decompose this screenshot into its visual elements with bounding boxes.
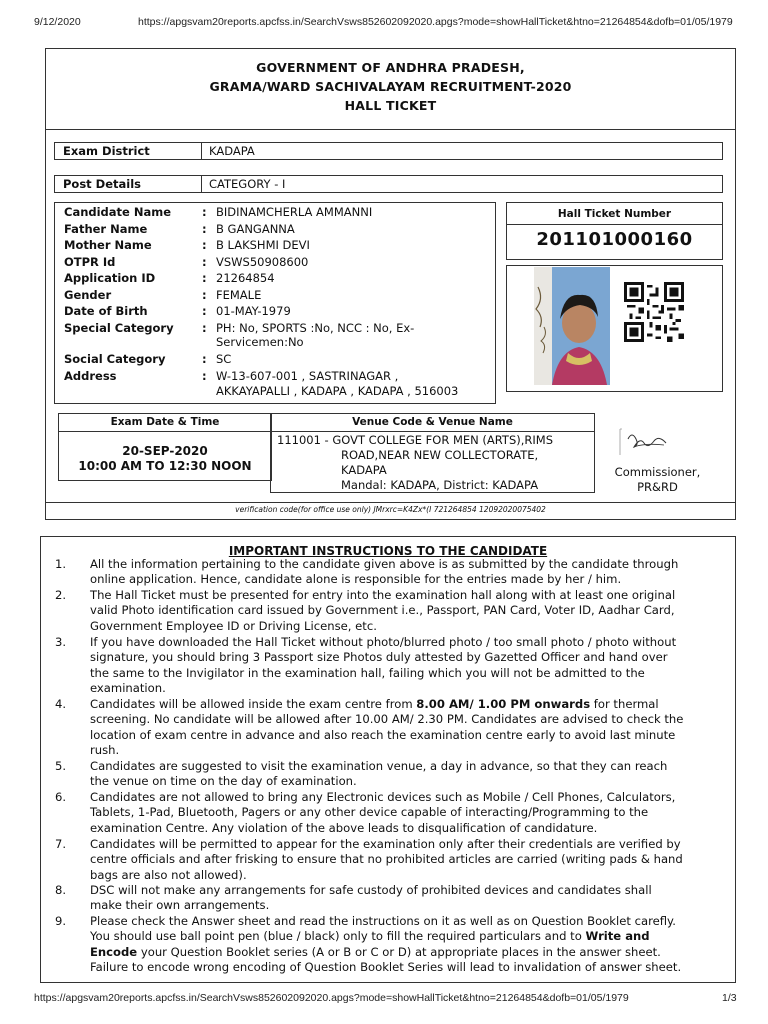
candidate-photo (534, 267, 610, 385)
footer-url: https://apgsvam20reports.apcfss.in/SearchVsws852602092020.apgs?mode=showHallTicket&htno=21264854&dofb=01/05/1979 (34, 992, 629, 1004)
address-line1: W-13-607-001 , SASTRINAGAR , (216, 369, 399, 383)
venue-line1: 111001 - GOVT COLLEGE FOR MEN (ARTS),RIMS (277, 433, 553, 447)
mother-name: B LAKSHMI DEVI (216, 238, 310, 252)
commissioner-signature (618, 425, 678, 465)
post-details-label: Post Details (63, 177, 142, 191)
signature-scribble (618, 425, 678, 465)
page-number: 1/3 (722, 992, 737, 1004)
candidate-details-box: Candidate Name : BIDINAMCHERLA AMMANNI Father Name : B GANGANNA Mother Name : B LAKSHMI DEVI OTPR Id : VSWS50908600 Application ID : 21264854 Gender : FEMALE Date of Birth : 01-MAY-1979 Special Category : PH: No, SPORTS :No, NCC : No, Ex- Servicemen:No Social Category : SC Address : W-13-607-001 , SASTRINAGAR , AKKAYAPALLI , KADAPA , KADAPA , 516003 (54, 202, 496, 404)
instruction-2: The Hall Ticket must be presented for entry into the examination hall along with at least one original valid Photo identification card issued by Government i.e., Passport, PAN Card, Voter ID, Aadhar Card, Government Employee ID or Driving License, etc. (90, 588, 676, 633)
header-line3: HALL TICKET (344, 98, 437, 113)
address-label: Address (64, 369, 117, 383)
date-of-birth: 01-MAY-1979 (216, 304, 291, 318)
hall-ticket-label: Hall Ticket Number (557, 208, 672, 220)
hall-ticket-card (45, 48, 736, 520)
candidate-name: BIDINAMCHERLA AMMANNI (216, 205, 373, 219)
application-id: 21264854 (216, 271, 275, 285)
gender: FEMALE (216, 287, 262, 302)
header-divider (46, 129, 735, 130)
verification-code: verification code(for office use only) JMrxrc=K4Zx*(I 721264854 12092020075402 (235, 505, 546, 514)
special-category-label: Special Category (64, 321, 174, 335)
gender-label: Gender (64, 287, 112, 302)
exam-district-label: Exam District (63, 144, 150, 158)
venue-line4: Mandal: KADAPA, District: KADAPA (341, 478, 539, 492)
photo-qr-box (506, 265, 723, 392)
qr-code (624, 282, 684, 342)
mother-name-label: Mother Name (64, 238, 152, 252)
application-id-label: Application ID (64, 271, 156, 285)
print-url: https://apgsvam20reports.apcfss.in/SearchVsws852602092020.apgs?mode=showHallTicket&htno=21264854&dofb=01/05/1979 (138, 16, 733, 28)
dob-label: Date of Birth (64, 304, 148, 318)
instruction-5: Candidates are suggested to visit the examination venue, a day in advance, so that they can reach the venue on time on the day of examination. (90, 759, 668, 789)
father-name-label: Father Name (64, 221, 148, 236)
venue-label: Venue Code & Venue Name (352, 416, 513, 428)
father-name: B GANGANNA (216, 221, 295, 236)
post-details-value: CATEGORY - I (209, 177, 286, 191)
exam-time-box (58, 413, 272, 481)
instruction-7: Candidates will be permitted to appear for the examination only after their credentials are verified by centre officials and after frisking to ensure that no prohibited articles are carried (writing pads & hand bags are also not allowed). (90, 837, 683, 882)
special-category-line1: PH: No, SPORTS :No, NCC : No, Ex- (216, 321, 415, 335)
venue-line2: ROAD,NEAR NEW COLLECTORATE, (341, 448, 539, 462)
venue-line3: KADAPA (341, 463, 387, 477)
instruction-3: If you have downloaded the Hall Ticket without photo/blurred photo / too small photo / photo without signature, you should bring 3 Passport size Photos duly attested by Gazetted Officer and hand over the same to the Invigilator in the examination hall, failing which you will not be admitted to the examination. (90, 635, 677, 696)
address-line2: AKKAYAPALLI , KADAPA , KADAPA , 516003 (216, 384, 459, 398)
otpr-label: OTPR Id (64, 254, 116, 269)
social-category-label: Social Category (64, 352, 166, 366)
instruction-1: All the information pertaining to the candidate given above is as submitted by the candidate through online application. Hence, candidate alone is responsible for the entries made by her / him. (90, 557, 679, 587)
special-category-line2: Servicemen:No (216, 335, 304, 349)
print-date: 9/12/2020 (34, 16, 81, 28)
photo-portrait (534, 267, 610, 385)
exam-time: 10:00 AM TO 12:30 NOON (78, 459, 252, 473)
venue-box (270, 413, 595, 493)
instructions-box: IMPORTANT INSTRUCTIONS TO THE CANDIDATE 1. All the information pertaining to the candidate given above is as submitted by the candidate through online application. Hence, candidate alone is responsible for the entries made by her / him. 2. The Hall Ticket must be presented for entry into the examination hall along with at least one original valid Photo identification card issued by Government i.e., Passport, PAN Card, Voter ID, Aadhar Card, Government Employee ID or Driving License, etc. 3. If you have downloaded the Hall Ticket without photo/blurred photo / too small photo / photo without signature, you should bring 3 Passport size Photos duly attested by Gazetted Officer and hand over the same to the Invigilator in the examination hall, failing which you will not be admitted to the examination. 4. Candidates will be allowed inside the exam centre from 8.00 AM/ 1.00 PM onwards for thermal screening. No candidate will be allowed after 10.00 AM/ 2.30 PM. Candidates are advised to check the location of exam centre in advance and also reach the examination centre early to avoid last minute rush. 5. Candidates are suggested to visit the examination venue, a day in advance, so that they can reach the venue on time on the day of examination. 6. Candidates are not allowed to bring any Electronic devices such as Mobile / Cell Phones, Calculators, Tablets, 1-Pad, Bluetooth, Pagers or any other device capable of interacting/Programming to the examination Centre. Any violation of the above leads to disqualification of candidature. 7. Candidates will be permitted to appear for the examination only after their credentials are verified by centre officials and after frisking to ensure that no prohibited articles are carried (writing pads & hand bags are also not allowed). 8. DSC will not make any arrangements for safe custody of prohibited devices and candidates shall make their own arrangements. 9. Please check the Answer sheet and read the instructions on it as well as on Question Booklet carefly. You should use ball point pen (blue / black) only to fill the required particulars and to Write and Encode your Question Booklet series (A or B or C or D) at appropriate places in the answer sheet. Failure to encode wrong encoding of Question Booklet Series will lead to invalidation of answer sheet. (40, 536, 736, 983)
social-category: SC (216, 352, 232, 366)
post-details-row (54, 175, 723, 193)
exam-time-label: Exam Date & Time (110, 416, 220, 428)
candidate-name-label: Candidate Name (64, 205, 172, 219)
hall-ticket-number: 201101000160 (536, 229, 693, 250)
exam-district-row (54, 142, 723, 160)
instruction-6: Candidates are not allowed to bring any Electronic devices such as Mobile / Cell Phones, Calculators, Tablets, 1-Pad, Bluetooth, Pagers or any other device capable of interacting/Programming to the examination Centre. Any violation of the above leads to disqualification of candidature. (90, 790, 676, 835)
header-line2: GRAMA/WARD SACHIVALAYAM RECRUITMENT-2020 (209, 79, 572, 94)
hall-ticket-box (506, 202, 723, 260)
instruction-8: DSC will not make any arrangements for safe custody of prohibited devices and candidates shall make their own arrangements. (90, 883, 652, 913)
exam-date: 20-SEP-2020 (122, 444, 208, 458)
otpr-id: VSWS50908600 (216, 254, 309, 269)
exam-district-value: KADAPA (209, 144, 255, 158)
instructions-title: IMPORTANT INSTRUCTIONS TO THE CANDIDATE (228, 544, 548, 558)
header-line1: GOVERNMENT OF ANDHRA PRADESH, (256, 60, 525, 75)
commissioner-dept: PR&RD (637, 480, 678, 494)
qr-code-graphic (624, 282, 684, 342)
instruction-4: Candidates will be allowed inside the exam centre from 8.00 AM/ 1.00 PM onwards for thermal screening. No candidate will be allowed after 10.00 AM/ 2.30 PM. Candidates are advised to check the location of exam centre in advance and also reach the examination centre early to avoid last minute rush. (90, 697, 684, 758)
commissioner-title: Commissioner, (614, 465, 701, 479)
instruction-9: Please check the Answer sheet and read the instructions on it as well as on Question Booklet carefly. You should use ball point pen (blue / black) only to fill the required particulars and to Write and Encode your Question Booklet series (A or B or C or D) at appropriate places in the answer sheet. Failure to encode wrong encoding of Question Booklet Series will lead to invalidation of answer sheet. (90, 914, 682, 975)
